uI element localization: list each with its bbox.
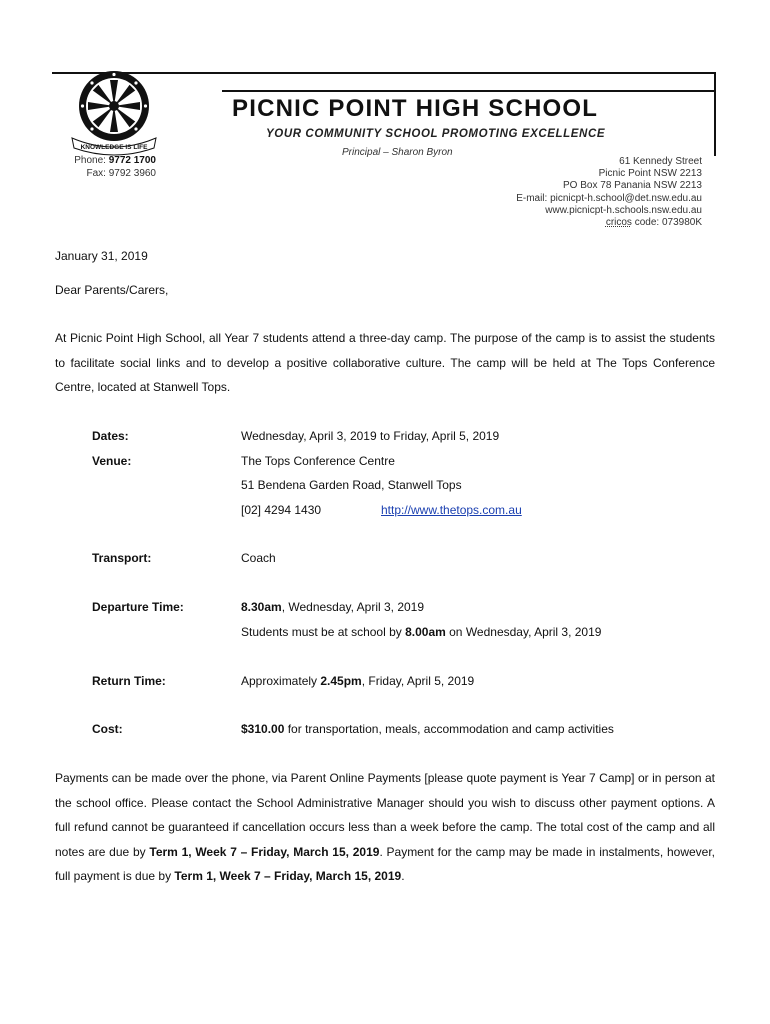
cost-value: $310.00 for transportation, meals, accommodation and camp activities	[241, 722, 614, 736]
payments-paragraph: Payments can be made over the phone, via Parent Online Payments [please quote payment is Year 7 Camp] or in person at the school office. Please contact the School Administrative Manager should you wish to discuss other payment options. A full refund cannot be guaranteed if cancellation occurs less than a week before the camp. The total cost of the camp and all notes are due by Term 1, Week 7 – Friday, March 15, 2019. Payment for the camp may be made in instalments, however, full payment is due by Term 1, Week 7 – Friday, March 15, 2019.	[55, 771, 716, 883]
website-line: www.picnicpt-h.schools.nsw.edu.au	[545, 204, 702, 216]
dates-value: Wednesday, April 3, 2019 to Friday, April 5, 2019	[241, 429, 500, 443]
email-line: E-mail: picnicpt-h.school@det.nsw.edu.au	[516, 192, 702, 204]
transport-label: Transport:	[92, 551, 152, 565]
return-label: Return Time:	[92, 674, 166, 688]
departure-value: 8.30am, Wednesday, April 3, 2019	[241, 600, 425, 614]
venue-website-link[interactable]: http://www.thetops.com.au	[381, 503, 522, 517]
departure-note: Students must be at school by 8.00am on Wednesday, April 3, 2019	[241, 625, 602, 639]
contact-phone-fax	[68, 155, 156, 180]
motto-text: KNOWLEDGE IS LIFE	[80, 144, 148, 151]
principal-name: Principal – Sharon Byron	[342, 147, 453, 158]
dates-label: Dates:	[92, 429, 129, 443]
venue-address: 51 Bendena Garden Road, Stanwell Tops	[241, 478, 462, 492]
cricos-line: cricos code: 073980K	[605, 217, 702, 229]
intro-paragraph: At Picnic Point High School, all Year 7 students attend a three-day camp. The purpose of the camp is to assist the students to facilitate social links and to develop a positive collaborative culture. The camp will be held at The Tops Conference Centre, located at Stanwell Tops.	[55, 331, 715, 394]
school-tagline: YOUR COMMUNITY SCHOOL PROMOTING EXCELLENCE	[266, 128, 606, 140]
school-address	[516, 156, 702, 229]
address-line: Picnic Point NSW 2213	[598, 168, 702, 180]
address-line: 61 Kennedy Street	[619, 156, 702, 167]
school-crest-logo	[64, 66, 164, 158]
fax-line: Fax: 9792 3960	[86, 167, 156, 179]
phone-line: Phone: 9772 1700	[74, 155, 156, 166]
cost-label: Cost:	[92, 722, 123, 736]
letter-salutation: Dear Parents/Carers,	[55, 283, 169, 297]
return-value: Approximately 2.45pm, Friday, April 5, 2019	[241, 674, 475, 688]
transport-value: Coach	[241, 551, 276, 565]
venue-phone: [02] 4294 1430	[241, 503, 322, 517]
departure-label: Departure Time:	[92, 600, 184, 614]
address-line: PO Box 78 Panania NSW 2213	[563, 180, 702, 192]
school-name: PICNIC POINT HIGH SCHOOL	[232, 95, 599, 122]
venue-label: Venue:	[92, 454, 132, 468]
letterhead-rule	[222, 90, 716, 92]
venue-name: The Tops Conference Centre	[241, 454, 395, 468]
letter-date: January 31, 2019	[55, 249, 148, 263]
phone-number: 9772 1700	[108, 155, 156, 166]
